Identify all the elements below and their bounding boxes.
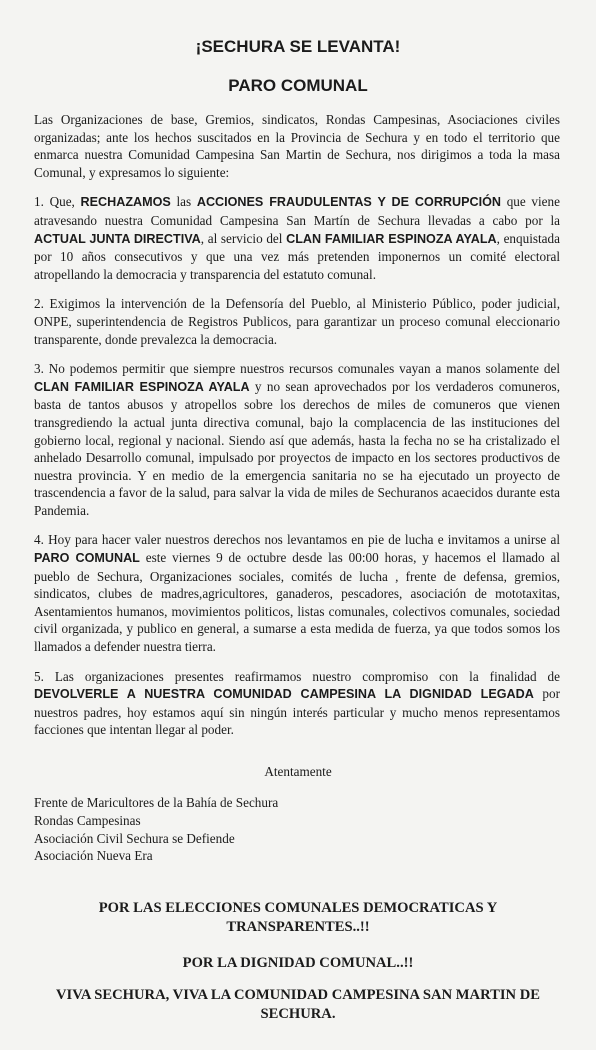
point-1-bold-acciones: ACCIONES FRAUDULENTAS Y DE CORRUPCIÓN <box>196 195 501 210</box>
point-1-text-i: , enquistada por 10 años consecutivos y que una vez más pretenden imponernos un comité electoral atropellando la democracia y transparencia del estatuto comunal. <box>34 230 560 282</box>
signers-list <box>34 794 278 865</box>
point-1-text-a: 1. Que, <box>34 194 81 210</box>
point-4-text-a: 4. Hoy para hacer valer nuestros derechos nos levantamos en pie de lucha e invitamos a unirse al <box>34 532 560 548</box>
point-3-text-c: y no sean aprovechados por los verdaderos comuneros, basta de tantos abusos y atropellos sobre los derechos de miles de comuneros que vienen transgrediendo la actual junta directiva comunal, bajo la complacencia de las instituciones del gobierno local, regional y nacional. Siendo así que además, hasta la fecha no se ha cristalizado el anhelado Desarrollo comunal, impulsado por proyectos de impacto en los sectores productivos de nuestra provincia. Y en medio de la emergencia sanitaria no se ha ejecutado un proyecto de trascendencia a favor de la salud, para salvar la vida de miles de Sechuranos acaecidos durante esta Pandemia. <box>34 378 560 518</box>
point-3-bold-clan: CLAN FAMILIAR ESPINOZA AYALA <box>34 379 250 394</box>
point-4 <box>34 531 560 655</box>
point-1-text-c: las <box>170 194 197 210</box>
point-3-text-a: 3. No podemos permitir que siempre nuestros recursos comunales vayan a manos solamente del <box>34 361 560 377</box>
point-1 <box>34 193 560 283</box>
point-1-bold-rechazamos: RECHAZAMOS <box>80 195 171 210</box>
point-1-bold-junta: ACTUAL JUNTA DIRECTIVA <box>34 231 201 246</box>
signer-item: Rondas Campesinas <box>34 812 141 828</box>
point-5-bold-dignidad: DEVOLVERLE A NUESTRA COMUNIDAD CAMPESINA LA DIGNIDAD LEGADA <box>34 687 534 702</box>
point-1-text-e: que viene atravesando nuestra Comunidad Campesina San Martín de Sechura llevadas a cabo por la <box>34 194 560 228</box>
point-1-bold-clan: CLAN FAMILIAR ESPINOZA AYALA <box>286 231 497 246</box>
signer-item: Asociación Nueva Era <box>34 848 153 864</box>
slogan-elections: POR LAS ELECCIONES COMUNALES DEMOCRATICAS Y TRANSPARENTES..!! <box>98 900 498 935</box>
point-5-text-a: 5. Las organizaciones presentes reafirmamos nuestro compromiso con la finalidad de <box>34 668 560 684</box>
flyer-subtitle: PARO COMUNAL <box>228 76 368 95</box>
signer-item: Asociación Civil Sechura se Defiende <box>34 830 235 846</box>
statement-body <box>34 111 560 751</box>
signer-item: Frente de Maricultores de la Bahía de Sechura <box>34 795 279 810</box>
closing-salutation: Atentamente <box>264 764 332 779</box>
point-3 <box>34 360 560 519</box>
point-5 <box>34 668 560 739</box>
intro-paragraph: Las Organizaciones de base, Gremios, sindicatos, Rondas Campesinas, Asociaciones civiles organizadas; ante los hechos suscitados en la Provincia de Sechura y en todo el territorio que enmarca nuestra Comunidad Campesina San Martin de Sechura, nos dirigimos a toda la masa Comunal, y expresamos lo siguiente: <box>34 112 560 180</box>
point-4-bold-paro: PARO COMUNAL <box>34 551 140 566</box>
point-2: 2. Exigimos la intervención de la Defensoría del Pueblo, al Ministerio Público, poder judicial, ONPE, superintendencia de Registros Publicos, para garantizar un proceso comunal eleccionario transparente, donde prevalezca la democracia. <box>34 296 560 347</box>
point-5-text-c: por nuestros padres, hoy estamos aquí sin ningún interés particular y mucho menos representamos facciones que intentan llegar al poder. <box>34 686 560 738</box>
point-1-text-g: , al servicio del <box>200 230 287 246</box>
slogan-dignity: POR LA DIGNIDAD COMUNAL..!! <box>182 955 414 971</box>
point-4-text-c: este viernes 9 de octubre desde las 00:00 horas, y hacemos el llamado al pueblo de Sechura, Organizaciones sociales, comités de lucha , frente de defensa, gremios, sindicatos, clubes de madres,agricultores, ganaderos, pescadores, asociación de mototaxitas, Asentamientos humanos, movimientos politicos, listas comunales, colectivos comunales, sociedad civil organizada, y publico en general, a sumarse a esta medida de fuerza, ya que todos somos los llamados a defender nuestra tierra. <box>34 550 560 655</box>
slogan-viva-sechura: VIVA SECHURA, VIVA LA COMUNIDAD CAMPESINA SAN MARTIN DE SECHURA. <box>56 987 540 1022</box>
flyer-title: ¡SECHURA SE LEVANTA! <box>195 37 401 56</box>
